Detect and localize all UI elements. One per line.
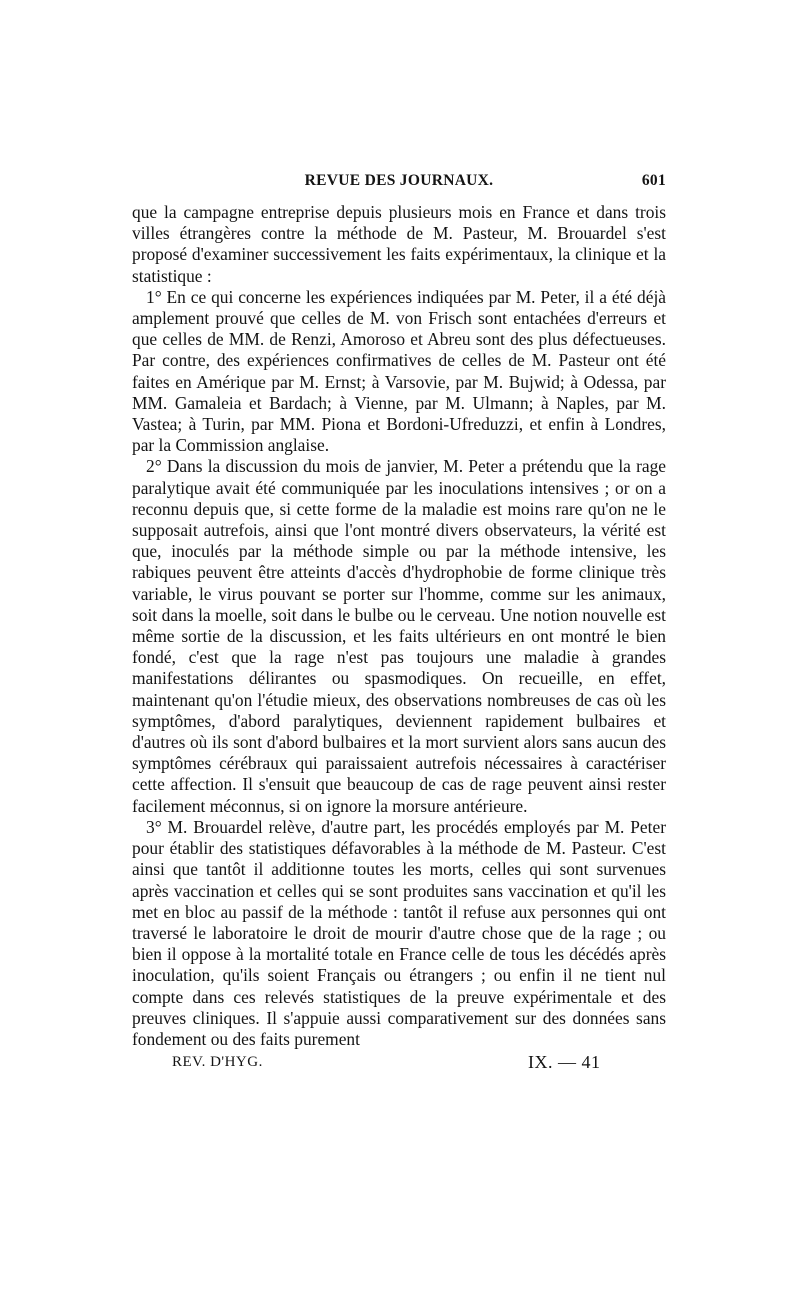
signature-line bbox=[132, 1052, 666, 1076]
page-number: 601 bbox=[641, 172, 666, 189]
signature-journal: REV. D'HYG. bbox=[172, 1054, 263, 1071]
body-text bbox=[132, 202, 666, 1050]
signature-volume: IX. — 41 bbox=[528, 1052, 601, 1073]
paragraph-clinique: 2° Dans la discussion du mois de janvier, M. Peter a prétendu que la rage paralytique avait été communiquée par les inoculations intensives ; or on a reconnu depuis que, si cette forme de la maladie est moins rare qu'on ne le supposait autrefois, ainsi que l'ont montré divers observateurs, la vérité est que, inoculés par la méthode simple ou par la méthode intensive, les rabiques peuvent être atteints d'accès d'hydrophobie de forme clinique très variable, le virus pouvant se porter sur l'homme, comme sur les animaux, soit dans la moelle, soit dans le bulbe ou le cerveau. Une notion nouvelle est même sortie de la discussion, et les faits ultérieurs en ont montré le bien fondé, c'est que la rage n'est pas toujours une maladie à grandes manifestations délirantes ou spasmodiques. On recueille, en effet, maintenant qu'on l'étudie mieux, des observations nombreuses de cas où les symptômes, d'abord paralytiques, deviennent rapidement bulbaires et d'autres où ils sont d'abord bulbaires et la mort survient alors sans aucun des symptômes cérébraux qui paraissaient autrefois nécessaires à caractériser cette affection. Il s'ensuit que beaucoup de cas de rage peuvent ainsi rester facilement méconnus, si on ignore la morsure antérieure. bbox=[132, 456, 666, 816]
running-head bbox=[132, 172, 666, 198]
paragraph-statistique: 3° M. Brouardel relève, d'autre part, les procédés employés par M. Peter pour établir des statistiques défavorables à la méthode de M. Pasteur. C'est ainsi que tantôt il additionne toutes les morts, celles qui sont survenues après vaccination et celles qui se sont produites sans vaccination et qu'il les met en bloc au passif de la méthode : tantôt il refuse aux personnes qui ont traversé le laboratoire le droit de mourir d'autre chose que de la rage ; ou bien il oppose à la mortalité totale en France celle de tous les décédés après inoculation, qu'ils soient Français ou étrangers ; ou enfin il ne tient nul compte dans ces relevés statistiques de la preuve expérimentale et des preuves cliniques. Il s'appuie aussi comparativement sur des données sans fondement ou des faits purement bbox=[132, 816, 666, 1049]
running-title: REVUE DES JOURNAUX. bbox=[304, 172, 494, 189]
book-page bbox=[132, 172, 666, 1076]
paragraph-experiences: 1° En ce qui concerne les expériences indiquées par M. Peter, il a été déjà amplement prouvé que celles de M. von Frisch sont entachées d'erreurs et que celles de MM. de Renzi, Amoroso et Abreu sont des plus défectueuses. Par contre, des expériences confirmatives de celles de M. Pasteur ont été faites en Amérique par M. Ernst; à Varsovie, par M. Bujwid; à Odessa, par MM. Gamaleia et Bardach; à Vienne, par M. Ulmann; à Naples, par M. Vastea; à Turin, par MM. Piona et Bordoni-Ufreduzzi, et enfin à Londres, par la Commission anglaise. bbox=[132, 286, 666, 456]
paragraph-continuation: que la campagne entreprise depuis plusieurs mois en France et dans trois villes étrangères contre la méthode de M. Pasteur, M. Brouardel s'est proposé d'examiner successivement les faits expérimentaux, la clinique et la statistique : bbox=[132, 202, 666, 286]
